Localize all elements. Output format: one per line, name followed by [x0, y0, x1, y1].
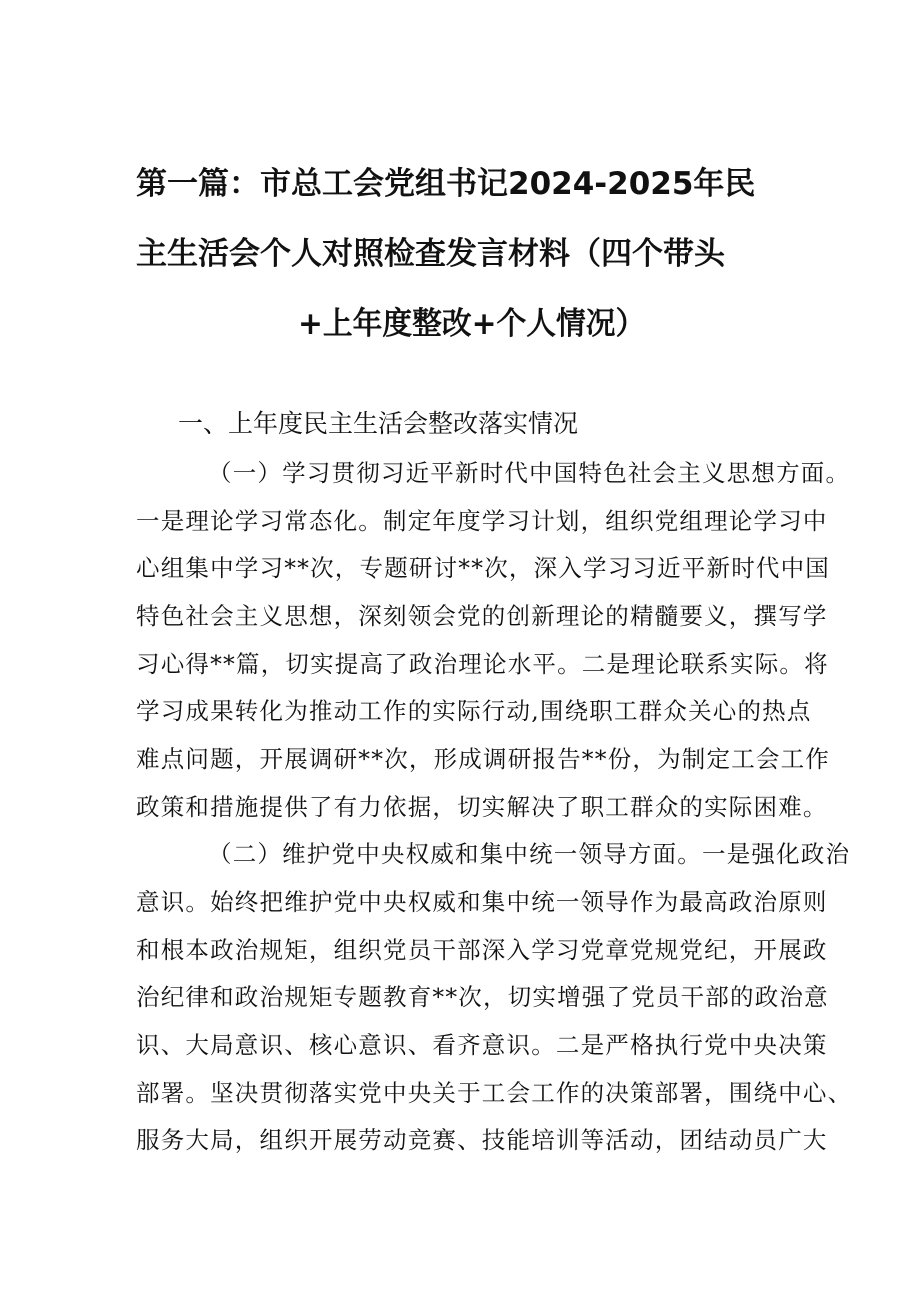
body-line: 心组集中学习**次，专题研讨**次，深入学习习近平新时代中国 [136, 554, 830, 582]
body-line: 政策和措施提供了有力依据，切实解决了职工群众的实际困难。 [136, 793, 828, 821]
document-title-line-1: 第一篇：市总工会党组书记2024-2025年民 [136, 166, 756, 202]
body-line: 意识。始终把维护党中央权威和集中统一领导作为最高政治原则 [136, 888, 828, 916]
body-line: 治纪律和政治规矩专题教育**次，切实增强了党员干部的政治意 [136, 983, 829, 1011]
body-line: 和根本政治规矩，组织党员干部深入学习党章党规党纪，开展政 [136, 936, 828, 964]
body-line: 一是理论学习常态化。制定年度学习计划，组织党组理论学习中 [136, 507, 828, 535]
document-title-line-2: 主生活会个人对照检查发言材料（四个带头 [136, 236, 725, 272]
body-line: 服务大局，组织开展劳动竞赛、技能培训等活动，团结动员广大 [136, 1126, 828, 1154]
body-line: 识、大局意识、核心意识、看齐意识。二是严格执行党中央决策 [136, 1031, 828, 1059]
body-line: 学习成果转化为推动工作的实际行动,围绕职工群众关心的热点 [136, 697, 812, 725]
body-line: 习心得**篇，切实提高了政治理论水平。二是理论联系实际。将 [136, 650, 829, 678]
body-line: 难点问题，开展调研**次，形成调研报告**份，为制定工会工作 [136, 745, 830, 773]
section-heading: 一、上年度民主生活会整改落实情况 [178, 409, 579, 438]
body-line: （二）维护党中央权威和集中统一领导方面。一是强化政治 [208, 840, 851, 868]
document-title-line-3: +上年度整改+个人情况） [298, 306, 646, 342]
body-line: 特色社会主义思想，深刻领会党的创新理论的精髓要义，撰写学 [136, 602, 828, 630]
body-line: 部署。坚决贯彻落实党中央关于工会工作的决策部署，围绕中心、 [136, 1079, 853, 1107]
body-line: （一）学习贯彻习近平新时代中国特色社会主义思想方面。 [208, 459, 851, 487]
